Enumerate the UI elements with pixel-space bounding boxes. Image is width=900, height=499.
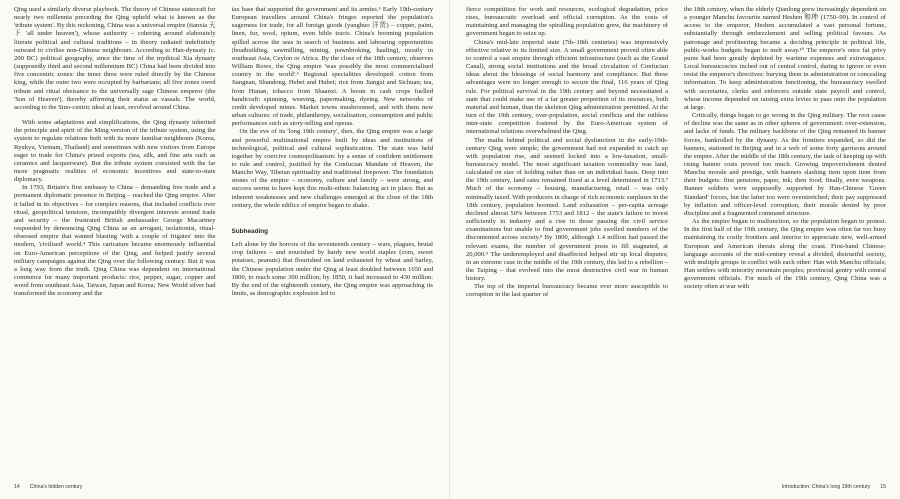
paragraph: Left alone by the horrors of the seventeenth century – wars, plagues, brutal crop failures – and nourished by hardy new world staples (corn, sweet potatoes, peanuts) that flourished on land exhausted by wheat and barley, the Chinese population under the Qing at least doubled between 1650 and 1800, to reach some 300 million; by 1850, it had increased to 430 million. By the end of the eighteenth century, the Qing empire was approaching its limits, as demographic explosion led to (231, 241, 433, 297)
paragraph: tax base that supported the government and its armies.⁵ Early 19th-century European travellers around China's fringes reported the population's eagerness for trade, for all foreign goods (yanghuo 洋货) – copper, paint, linen, fur, wool, opium, even bible tracts. China's booming population spilled across the seas in search of business and labouring opportunities (boatbuilding, sawmilling, mining, pawnbroking, hauling), mostly in southeast Asia, Ceylon or Africa. By the close of the 18th century, observes William Rowe, the Qing empire 'was possibly the most commercialised country in the world'.⁶ Regional specialities developed: cotton from Jiangnan, Shandong, Hebei and Hubei; rice from Jiangxi and Sichuan; tea, from Hunan, tobacco from Shaanxi. A boom in cash crops fuelled handicraft: spinning, weaving, papermaking, dyeing. New networks of credit developed mines. Market towns mushroomed, and with them new urban cultures: of trade, philanthropy, socialisation, consumption and public performances such as story-telling and operas. (231, 6, 433, 128)
running-head: Introduction: China's long 19th century (781, 484, 871, 490)
paragraph: The maths behind political and social dysfunction in the early-19th-century Qing were simple; the government had not expanded to catch up with population rise, and seemed locked into a low-taxation, small-bureaucracy model. The most significant taxation commodity was land, calculated on size of holding rather than on an individual basis. Deep into the 19th century, land rates remained fixed at a level determined in 1713.⁷ Much of the economy – housing, manufacturing, retail – was only minimally taxed. With producers in charge of rich economic surpluses in the 18th century, population boomed. Land exhaustion – per-capita acreage declined almost 50% between 1753 and 1812 – the state's failure to invest sufficiently in industry and a rise in those passing the civil service examinations but unable to find government jobs swelled numbers of the discontented across society.⁸ By 1800, although 1.4 million had passed the relevant exams, the number of government posts to fill stagnated, at 20,000.⁹ The underemployed and disaffected helped stir up local disputes; in an extreme case in the middle of the 19th century, this led to a rebellion – the Taiping – that evolved into the most destructive civil war in human history. (466, 136, 668, 283)
paragraph: the 18th century, when the elderly Qianlong grew increasingly dependent on a younger Manchu favourite named Heshen 和珅 (1750–99). In control of access to the emperor, Heshen accumulated a vast personal fortune, substantially through embezzlement and selling political favours. As patronage and profiteering became a deciding principle in political life, public-works budgets began to melt away.¹⁰ The emperor's once fat privy purse had been greatly depleted by wartime expenses and extravagance. Local bureaucracies inched out of central control, daring to ignore or even resist the emperor's directives: burying them in administration or concealing information. To keep administration functioning, the bureaucracy swelled with secretaries, clerks and enforcers outside state payroll and control, whose income depended on raising extra levies to pass onto the population at large. (684, 6, 886, 111)
right-page-footer (464, 484, 886, 490)
page-number: 15 (880, 484, 886, 490)
paragraph: Critically, things began to go wrong in the Qing military. The root cause of decline was the same as in other spheres of government: over-extension, and lacke of funds. The military backbone of the Qing remained its banner forces, bankrolled by the dynasty. As the frontiers expanded, so did the banners, stationed in Beijing and in a web of some forty garrisons around the empire. After the middle of the 18th century, the task of keeping up with rising banner costs proved too much. Growing impoverishment dented Manchu morale and prestige, with banners slashing item upon item from their budgets: first pensions, paper, ink; then food; finally, even weapons. Banner soldiers were supposedly supported by Han-Chinese 'Green Standard' forces, but the latter too were overstretched; their pay suppressed by inflation and officer-level corruption, their morale dented by poor discipline and a fragmented command structure. (684, 112, 886, 217)
right-page (450, 0, 900, 499)
left-page-column-2 (232, 6, 434, 474)
right-page-column-2 (684, 6, 886, 474)
left-page-footer (14, 484, 435, 490)
paragraph: Qing used a similarly diverse playbook. The theory of Chinese statecraft for nearly two millennia preceding the Qing upheld what is known as the 'tribute system'. By this reckoning, China was a universal empire (tianxia 天下 'all under heaven'), whose authority – cohering around elaborately literate political and cultural traditions – in theory radiated indefinitely outward to civilise non-Chinese neighbours. According to Han-dynasty (c. 200 BC) political geography, since the time of the mythical Xia dynasty (supposedly third and second millennium BC) China had been divided into five concentric zones: the inner three were ruled directly by the Chinese king, while the outer two were occupied by barbarians; all five zones owed tribute and ritual obeisance to the universally sage Chinese emperor (the 'Son of Heaven'), thereby affirming their status as vassals. The world, according to the Sino-centric ideal at least, revolved around China. (14, 6, 216, 111)
paragraph: China's mid-late imperial state (7th–18th centuries) was impressively effective relative to its limited size. A small government proved often able to control a vast empire through efficient infrastructure (such as the Grand Canal), strong social institutions and the broad circulation of Confucian ideas about the blessings of social harmony and compliance. But these advantages were no longer enough to secure the final, 116 years of Qing rule. For political survival in the 19th century and beyond necessitated a state that could make use of a far greater proportion of its resources, both material and human, than the skeleton Qing administration permitted. At the turn of the 19th century, over-population, social conflicts and the ruthless inter-state competition fostered by the Euro-American system of international relations overwhelmed the Qing. (466, 38, 668, 136)
paragraph: In 1793, Britain's first embassy to China – demanding free trade and a permanent diplomatic presence in Beijing – reached the Qing empire. After it failed in its objectives – for complex reasons, that included conflicts over ritual, geopolitical tensions, incompatibly divergent interests around trade and security – the frustrated British ambassador George Macartney responded by denouncing Qing China as an arrogant, isolationist, ritual-obsessed empire that wanted blasting 'with a couple of frigates' into the modern, 'civilised' world.⁴ This caricature became enormously influential on Euro-American perceptions of the Qing, and helped justify several military campaigns against the Qing over the following century. But it was a long way from the truth. Qing China was dependent on international commerce for many important products: rice, pepper, sugar, copper and wood from southeast Asia, Taiwan, Japan and Korea; New World silver had transformed the economy and the (14, 184, 216, 298)
paragraph: With some adaptations and simplifications, the Qing dynasty inherited the principle and spirit of the Ming version of the tribute system, using the system to regulate relations both with its more familiar neighbours (Korea, Ryukyu, Vietnam, Thailand) and sometimes with new visitors from Europe eager to trade for China's prized exports (tea, silk, and fine arts such as ceramics and lacquerware). But the tribute system coexisted with the far more pragmatic realities of economic incentives and state-to-state diplomacy. (14, 119, 216, 184)
paragraph: As the empire began to malfunction, so the population began to protest. In the first half of the 19th century, the Qing empire was often far too busy maintaining its costly frontiers and interior to appreciate new, well-armed European and American threats along the coast. First-hand Chinese-language accounts of the mid-century reveal a divided, distrustful society, with multiple groups in conflict with each other: Han with Manchu officials; Han settlers with minority mountain peoples; provincial gentry with central government officials. For much of the 19th century, Qing China was a society often at war with (684, 218, 886, 291)
running-head: China's hidden century (29, 484, 83, 490)
paragraph: The top of the imperial bureaucracy became ever more susceptible to corruption in the last quarter of (466, 283, 668, 299)
subheading: Subheading (231, 227, 269, 235)
paragraph: fierce competition for work and resources, ecological degradation, price rises, bureaucratic overload and official corruption. As the costs of maintaining and managing the spiralling population grew, the machinery of government began to seize up. (466, 6, 668, 38)
paragraph: On the eve of its 'long 19th century', then, the Qing empire was a large and powerful multinational empire built by ideas and institutions of technological, political and cultural sophistication. The state was held together by coercive cosmopolitanism: by a sense of confident entitlement to rule and control, justified by the Confucian Mandate of Heaven, the Mancho Way, Tibetan spirituality and traditional firepower. The foundation stones of the empire – economy, culture and family – were strong, and success seems to have kept this multi-ethnic balancing act in place. But as inherent weaknesses and new challenges emerged at the close of the 18th century, the whole edifice of empire began to shake. (231, 128, 433, 209)
left-page-column-1 (14, 6, 216, 474)
page-number: 14 (14, 484, 20, 490)
right-page-column-1 (466, 6, 668, 474)
